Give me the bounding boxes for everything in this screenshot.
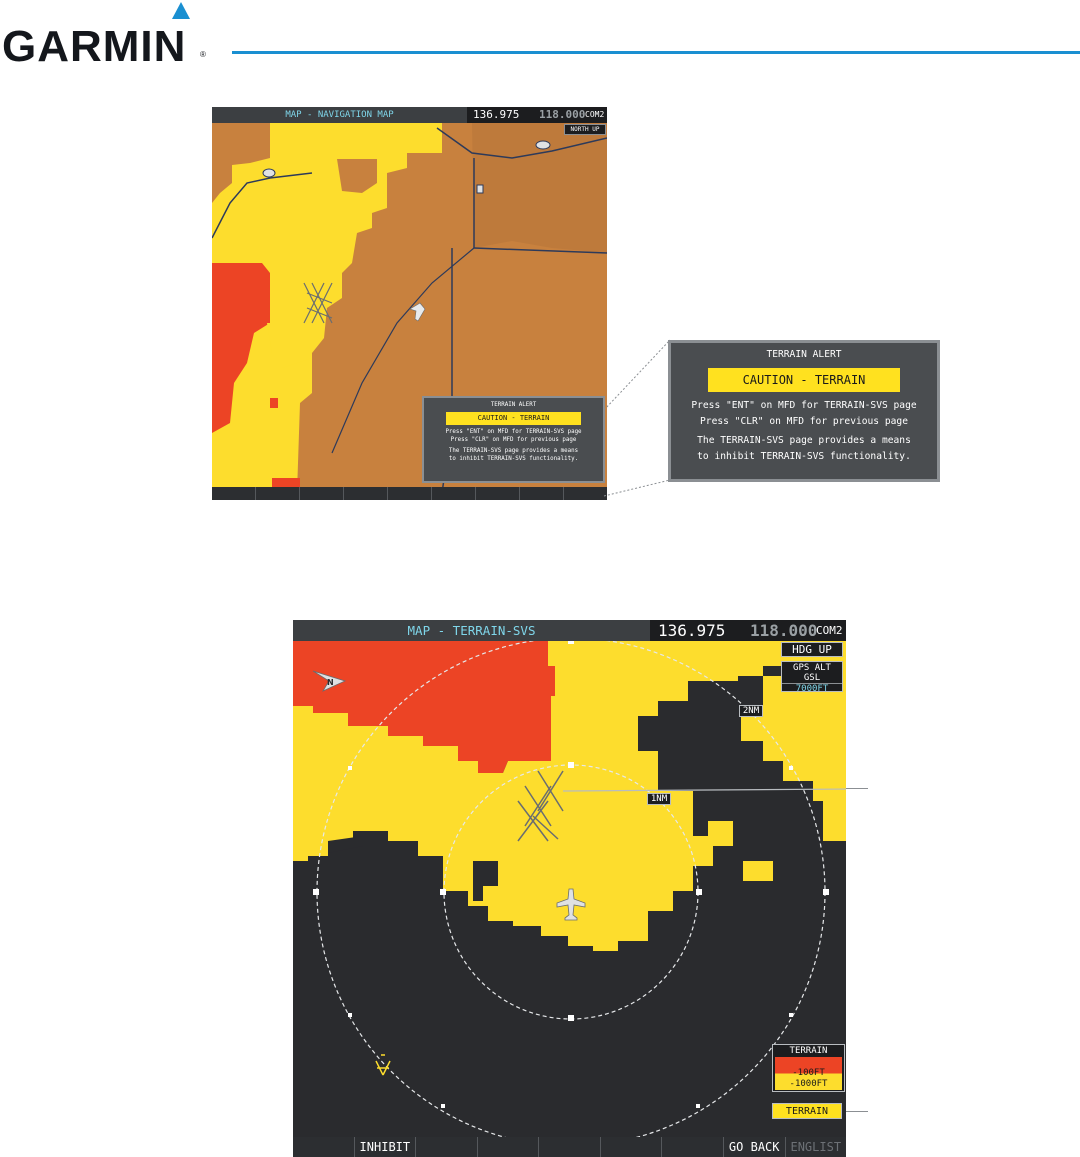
nav-alert-header: TERRAIN ALERT (490, 402, 537, 408)
terrain-standby-frequency: 118.000 (750, 621, 818, 640)
terrain-page-titlebar: MAP - TERRAIN-SVS (293, 620, 650, 641)
softkey-5[interactable] (539, 1137, 601, 1157)
terrain-svs-screen (293, 620, 846, 1157)
callout-caution-banner: CAUTION - TERRAIN (708, 368, 900, 392)
nav-alert-line1: Press "ENT" on MFD for TERRAIN-SVS page (445, 429, 582, 435)
terrain-alert-callout (668, 340, 940, 482)
nav-softkey[interactable] (432, 487, 476, 500)
softkey-7[interactable] (662, 1137, 724, 1157)
terrain-active-frequency: 136.975 (658, 621, 726, 640)
terrain-frequency-box (650, 620, 846, 641)
softkey-1[interactable] (293, 1137, 355, 1157)
legend-red-label: -100FT (775, 1068, 842, 1079)
navigation-map-screen (212, 107, 607, 500)
nav-softkey[interactable] (256, 487, 300, 500)
nav-standby-frequency: 118.000 (539, 108, 586, 121)
terrain-com-label: COM2 (816, 624, 843, 637)
softkey-4[interactable] (478, 1137, 540, 1157)
nav-alert-line3: The TERRAIN-SVS page provides a means (448, 448, 579, 454)
callout-line3: The TERRAIN-SVS page provides a means (697, 435, 911, 446)
softkey-3[interactable] (416, 1137, 478, 1157)
nav-com-label: COM2 (585, 110, 605, 119)
callout-line2: Press "CLR" on MFD for previous page (700, 416, 908, 427)
terrain-status-badge: TERRAIN (772, 1103, 842, 1119)
obstacle-callout-line (846, 788, 868, 789)
nav-terrain-alert-box (422, 396, 605, 483)
range-outer-label: 2NM (739, 705, 763, 717)
terrain-badge-callout-line (846, 1111, 868, 1112)
nav-map-titlebar: MAP - NAVIGATION MAP (212, 107, 467, 123)
softkey-go-back[interactable]: GO BACK (724, 1137, 786, 1157)
nav-active-frequency: 136.975 (473, 108, 520, 121)
north-label: N (327, 678, 334, 687)
legend-red-band (775, 1057, 842, 1068)
nav-softkey[interactable] (476, 487, 520, 500)
logo-triangle-icon (172, 2, 190, 19)
softkey-6[interactable] (601, 1137, 663, 1157)
terrain-svs-map (293, 641, 846, 1137)
callout-line1: Press "ENT" on MFD for TERRAIN-SVS page (691, 400, 917, 411)
header-rule (232, 51, 1080, 54)
callout-header: TERRAIN ALERT (766, 349, 842, 360)
nav-softkey[interactable] (520, 487, 564, 500)
nav-softkey[interactable] (300, 487, 344, 500)
terrain-legend (772, 1044, 845, 1092)
nav-softkey[interactable] (344, 487, 388, 500)
nav-softkey[interactable] (212, 487, 256, 500)
nav-softkey-bar (212, 487, 607, 500)
heading-up-badge: HDG UP (781, 642, 843, 657)
registered-mark: ® (200, 50, 206, 59)
legend-title: TERRAIN (789, 1046, 828, 1056)
nav-caution-banner: CAUTION - TERRAIN (446, 412, 581, 425)
nav-softkey[interactable] (388, 487, 432, 500)
nav-alert-line2: Press "CLR" on MFD for previous page (450, 437, 577, 443)
gsl-label: GSL (803, 673, 821, 683)
gps-alt-value: 7000FT (782, 683, 842, 694)
softkey-englist[interactable]: ENGLIST (790, 1140, 842, 1154)
garmin-logo: GARMIN (2, 22, 187, 71)
nav-frequency-box (467, 107, 607, 123)
range-inner-label: 1NM (647, 793, 671, 805)
softkey-inhibit[interactable]: INHIBIT (355, 1137, 417, 1157)
terrain-softkey-bar (293, 1137, 846, 1157)
gps-alt-box (781, 661, 843, 692)
legend-yellow-label: -1000FT (775, 1079, 842, 1090)
gps-alt-label: GPS ALT (793, 663, 831, 673)
nav-orientation-badge: NORTH UP (564, 124, 606, 135)
callout-line4: to inhibit TERRAIN-SVS functionality. (697, 451, 911, 462)
nav-alert-line4: to inhibit TERRAIN-SVS functionality. (448, 456, 579, 462)
